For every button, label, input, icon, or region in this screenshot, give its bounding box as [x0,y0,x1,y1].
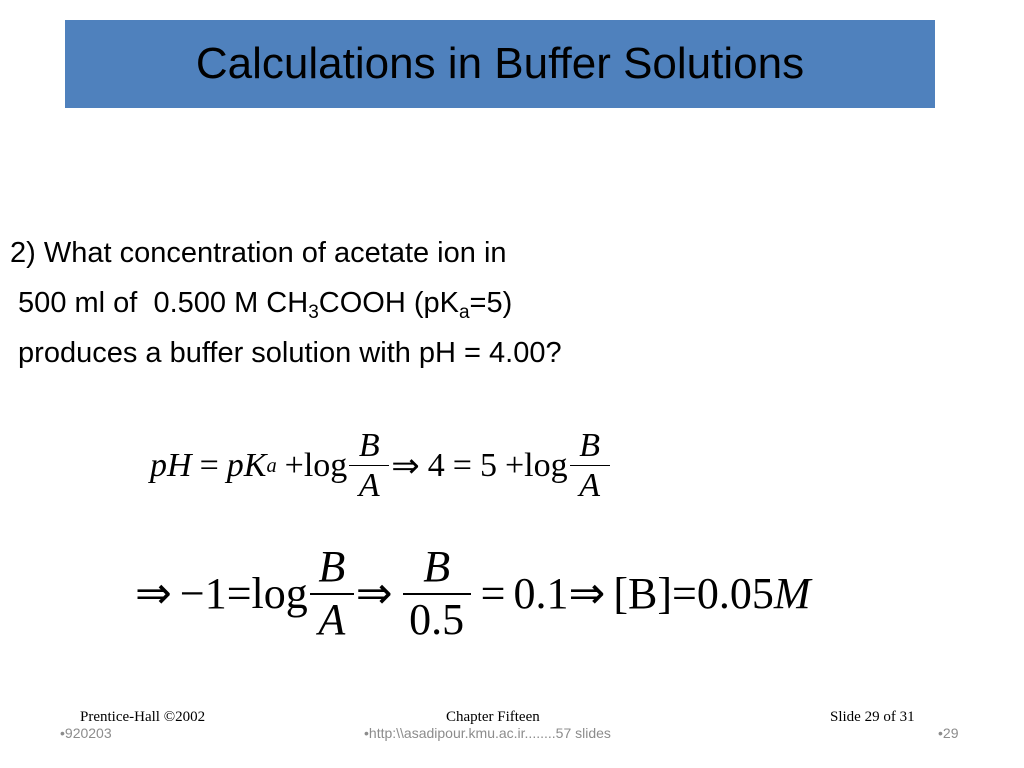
eq2-minus-one: −1 [179,569,227,619]
footer-publisher: Prentice-Hall ©2002 [80,709,206,725]
eq1-equals-2: = [452,446,472,484]
footer-code: •920203 [60,725,112,741]
eq1-plus: + [284,446,304,484]
eq1-implies: ⇒ [391,447,420,485]
line2-pre: 500 ml of 0.500 M CH [10,287,309,319]
eq1-plus-2: + [504,446,525,484]
eq1-ph: pH [150,446,192,484]
eq2-frac2-num: B [423,542,451,591]
eq1-four: 4 [427,446,445,484]
line2-sub-a: a [458,302,470,323]
eq1-frac2-den: A [579,467,600,505]
question-line-2 [10,278,562,328]
question-line-1: 2) What concentration of acetate ion in [10,237,507,269]
footer-chapter: Chapter Fifteen [446,709,540,725]
eq2-unit: M [773,569,811,619]
line2-sub-3: 3 [308,302,319,323]
eq1-equals: = [199,446,219,484]
eq1-fraction-1 [349,426,389,505]
equation-1: pH = pK a + log $\frac{B}{A}$ ⇒ 4 = 5 + log $\frac{B}{A}$ [150,426,612,505]
eq2-equals-1: = [226,569,252,619]
eq2-frac1-den: A [318,594,346,644]
question-text [10,228,562,378]
eq2-equals-3: = [672,569,697,619]
footer-slide-number: Slide 29 of 31 [830,709,915,725]
eq2-implies-3: ⇒ [568,569,606,619]
eq1-log-2: log [524,446,568,484]
eq1-frac1-den: A [358,467,380,505]
line2-mid: COOH (pK [318,287,459,319]
eq2-fraction-1 [310,542,354,645]
eq2-log: log [251,569,308,619]
eq2-implies-1: ⇒ [135,569,172,619]
footer-page: •29 [938,725,959,741]
eq1-five: 5 [479,446,497,484]
title-bar [65,20,935,108]
question-line-3: produces a buffer solution with pH = 4.00? [10,337,562,369]
footer-url: •http:\\asadipour.kmu.ac.ir........57 slides [364,725,611,741]
equation-2 [135,542,810,645]
eq1-frac1-num: B [358,427,380,464]
eq1-frac2-num: B [579,427,600,464]
eq2-value-1: 0.1 [513,569,569,619]
eq2-result: 0.05 [696,569,774,619]
eq2-frac1-num: B [318,542,346,591]
eq1-pk: pK [226,446,267,484]
eq1-log: log [303,446,348,484]
eq2-bracket-b: [B] [613,569,672,619]
line2-post: =5) [469,287,513,319]
eq2-equals-2: = [480,569,506,619]
eq2-frac2-den: 0.5 [409,594,465,644]
eq1-fraction-2 [570,426,610,505]
slide-title: Calculations in Buffer Solutions [195,39,805,88]
eq2-implies-2: ⇒ [355,569,393,619]
eq2-fraction-2 [403,542,471,645]
